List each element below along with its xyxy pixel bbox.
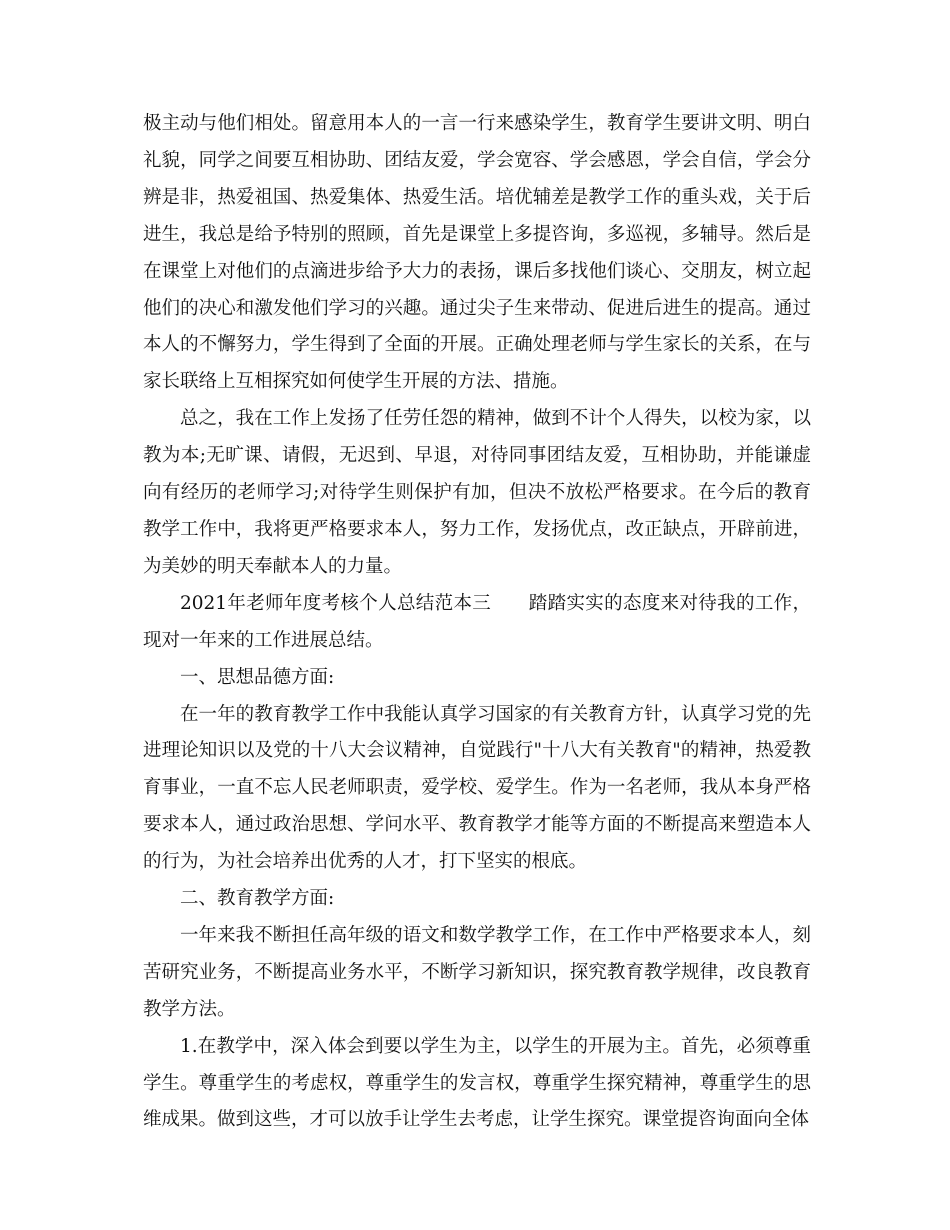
paragraph-continuation: 极主动与他们相处。留意用本人的一言一行来感染学生，教育学生要讲文明、明白礼貌，同学之间要互相协助、团结友爱，学会宽容、学会感恩，学会自信，学会分辨是非，热爱祖国、热爱集体、热爱生活。培优辅差是教学工作的重头戏，关于后进生，我总是给予特别的照顾，首先是课堂上多提咨询，多巡视，多辅导。然后是在课堂上对他们的点滴进步给予大力的表扬，课后多找他们谈心、交朋友，树立起他们的决心和激发他们学习的兴趣。通过尖子生来带动、促进后进生的提高。通过本人的不懈努力，学生得到了全面的开展。正确处理老师与学生家长的关系，在与家长联络上互相探究如何使学生开展的方法、措施。 <box>143 113 811 393</box>
heading-ideology: 一、思想品德方面: <box>180 666 335 688</box>
paragraph-ideology: 在一年的教育教学工作中我能认真学习国家的有关教育方针，认真学习党的先进理论知识以及党的十八大会议精神，自觉践行"十八大有关教育"的精神，热爱教育事业，一直不忘人民老师职责，爱学校、爱学生。作为一名老师，我从本身严格要求本人，通过政治思想、学问水平、教育教学才能等方面的不断提高来塑造本人的行为，为社会培养出优秀的人才，打下坚实的根底。 <box>143 703 811 873</box>
document-body <box>143 106 811 1139</box>
paragraph-summary: 总之，我在工作上发扬了任劳任怨的精神，做到不计个人得失，以校为家，以教为本;无旷课、请假，无迟到、早退，对待同事团结友爱，互相协助，并能谦虚向有经历的老师学习;对待学生则保护有加，但决不放松严格要求。在今后的教育教学工作中，我将更严格要求本人，努力工作，发扬优点，改正缺点，开辟前进，为美妙的明天奉献本人的力量。 <box>143 408 811 577</box>
paragraph-teaching: 一年来我不断担任高年级的语文和数学教学工作，在工作中严格要求本人，刻苦研究业务，不断提高业务水平，不断学习新知识，探究教育教学规律，改良教育教学方法。 <box>143 924 811 1020</box>
heading-teaching: 二、教育教学方面: <box>180 888 335 910</box>
paragraph-point-one: 1.在教学中，深入体会到要以学生为主，以学生的开展为主。首先，必须尊重学生。尊重学生的考虑权，尊重学生的发言权，尊重学生探究精神，尊重学生的思维成果。做到这些，才可以放手让学生去考虑，让学生探究。课堂提咨询面向全体 <box>143 1035 811 1131</box>
paragraph-section-title: 2021年老师年度考核个人总结范本三 踏踏实实的态度来对待我的工作，现对一年来的工作进展总结。 <box>143 592 811 651</box>
